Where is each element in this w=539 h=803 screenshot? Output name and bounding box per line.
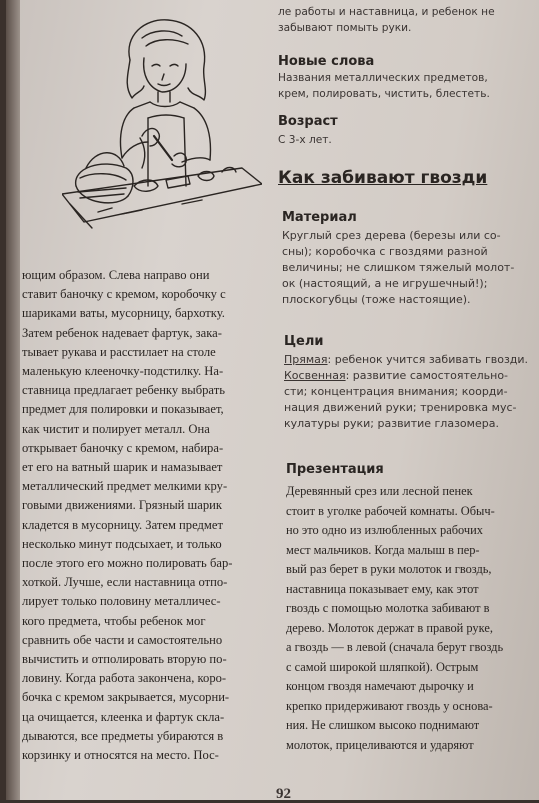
text-line: ния. Не слишком высоко поднимают	[286, 718, 480, 732]
age-heading: Возраст	[278, 114, 338, 129]
text-line: вый раз берет в руки молоток и гвоздь,	[286, 562, 492, 576]
text-line: ет его на ватный шарик и намазывает	[22, 460, 223, 475]
text-line: сти; концентрация внимания; коорди-	[284, 385, 508, 398]
age-text: С 3-х лет.	[278, 134, 332, 146]
text-line: а гвоздь — в левой (сначала берут гвоздь	[286, 640, 504, 654]
polishing-text	[22, 266, 270, 765]
right-column	[278, 0, 539, 800]
direct-goal-text: : ребенок учится забивать гвозди.	[327, 353, 529, 366]
text-line: мест мальчиков. Когда малыш в пер-	[286, 542, 480, 557]
text-line: вычистить и отполировать вторую по-	[22, 652, 227, 667]
text-line: кладется в мусорницу. Затем предмет	[22, 517, 223, 532]
text-line: кулатуры руки; развитие глазомера.	[284, 417, 499, 430]
text-line: величины; не слишком тяжелый молот-	[282, 261, 515, 274]
material-heading: Материал	[282, 210, 357, 225]
text-line: металлический предмет мелкими кру-	[22, 479, 228, 494]
text-line: ловину. Когда работа закончена, коро-	[22, 671, 227, 686]
text-line: несколько минут подсыхает, и только	[22, 536, 222, 551]
section-title: Как забивают гвозди	[278, 168, 488, 188]
text-line: дерево. Молоток держат в правой руке,	[286, 620, 493, 635]
text-line: ца очищается, клеенка и фартук скла-	[22, 709, 225, 724]
text-line: стоит в уголке рабочей комнаты. Обыч-	[286, 503, 495, 518]
text-line: шариками ваты, мусорницу, бархотку.	[22, 306, 225, 321]
book-spine	[6, 0, 20, 800]
text-line: после этого его можно полировать бар-	[22, 556, 233, 571]
text-line: кого предмета, чтобы ребенок мог	[22, 613, 206, 628]
text-line: хоткой. Лучше, если наставница отпо-	[22, 575, 228, 590]
text-line: крепко придерживают гвоздь у основа-	[286, 698, 493, 713]
text-line: с самой широкой шляпкой). Острым	[286, 659, 479, 674]
text-line: говыми движениями. Грязный шарик	[22, 498, 222, 513]
goals-heading: Цели	[284, 334, 324, 349]
text-line: Круглый срез дерева (березы или со-	[282, 229, 501, 242]
text-line: как чистит и полирует металл. Она	[22, 421, 210, 436]
left-column	[22, 0, 272, 800]
goals-text	[284, 352, 528, 432]
text-line: но это одно из излюбленных рабочих	[286, 523, 483, 537]
indirect-goal-label: Косвенная	[284, 369, 346, 382]
new-words-text	[278, 70, 490, 102]
text-line: лирует только половину металличес-	[22, 594, 221, 609]
girl-polishing-illustration	[62, 8, 262, 263]
text-line: ставница предлагает ребенку выбрать	[22, 383, 225, 398]
text-line: корзинку и относятся на место. Пос-	[22, 748, 219, 763]
text-line: сравнить обе части и самостоятельно	[22, 632, 223, 647]
text-line: забывают помыть руки.	[278, 22, 412, 34]
material-text	[282, 228, 514, 308]
text-line: Названия металлических предметов,	[278, 72, 488, 84]
text-line: сны); коробочка с гвоздями разной	[282, 245, 488, 258]
text-line: бочка с кремом закрывается, мусорни-	[22, 690, 230, 705]
indirect-goal-text: : развитие самостоятельно-	[345, 369, 509, 382]
text-line: маленькую клееночку-подстилку. На-	[22, 364, 224, 379]
direct-goal-label: Прямая	[284, 353, 328, 366]
text-line: ющим образом. Слева направо они	[22, 268, 210, 282]
presentation-heading: Презентация	[286, 462, 384, 477]
text-line: нация движений руки; тренировка мус-	[284, 401, 517, 414]
text-line: наставница показывает ему, как этот	[286, 581, 479, 596]
text-line: дываются, все предметы убираются в	[22, 728, 224, 743]
text-line: ставит баночку с кремом, коробочку с	[22, 287, 226, 302]
text-line: Затем ребенок надевает фартук, зака-	[22, 325, 222, 340]
text-line: открывает баночку с кремом, набира-	[22, 440, 224, 455]
text-line: предмет для полировки и показывает,	[22, 402, 224, 417]
text-line: гвоздь с помощью молотка забивают в	[286, 601, 490, 615]
continued-text	[278, 4, 495, 36]
text-line: молоток, прицеливаются и ударяют	[286, 737, 474, 752]
text-line: ле работы и наставница, и ребенок не	[278, 6, 495, 18]
book-page	[6, 0, 539, 800]
text-line: крем, полировать, чистить, блестеть.	[278, 88, 490, 100]
new-words-heading: Новые слова	[278, 54, 375, 69]
presentation-text	[286, 482, 503, 755]
text-line: ок (настоящий, а не игрушечный!);	[282, 277, 488, 290]
text-line: тывает рукава и расстилает на столе	[22, 344, 216, 359]
text-line: плоскогубцы (тоже настоящие).	[282, 293, 471, 306]
page-number: 92	[276, 786, 291, 802]
text-line: концом гвоздя намечают дырочку и	[286, 679, 474, 693]
text-line: Деревянный срез или лесной пенек	[286, 484, 473, 498]
